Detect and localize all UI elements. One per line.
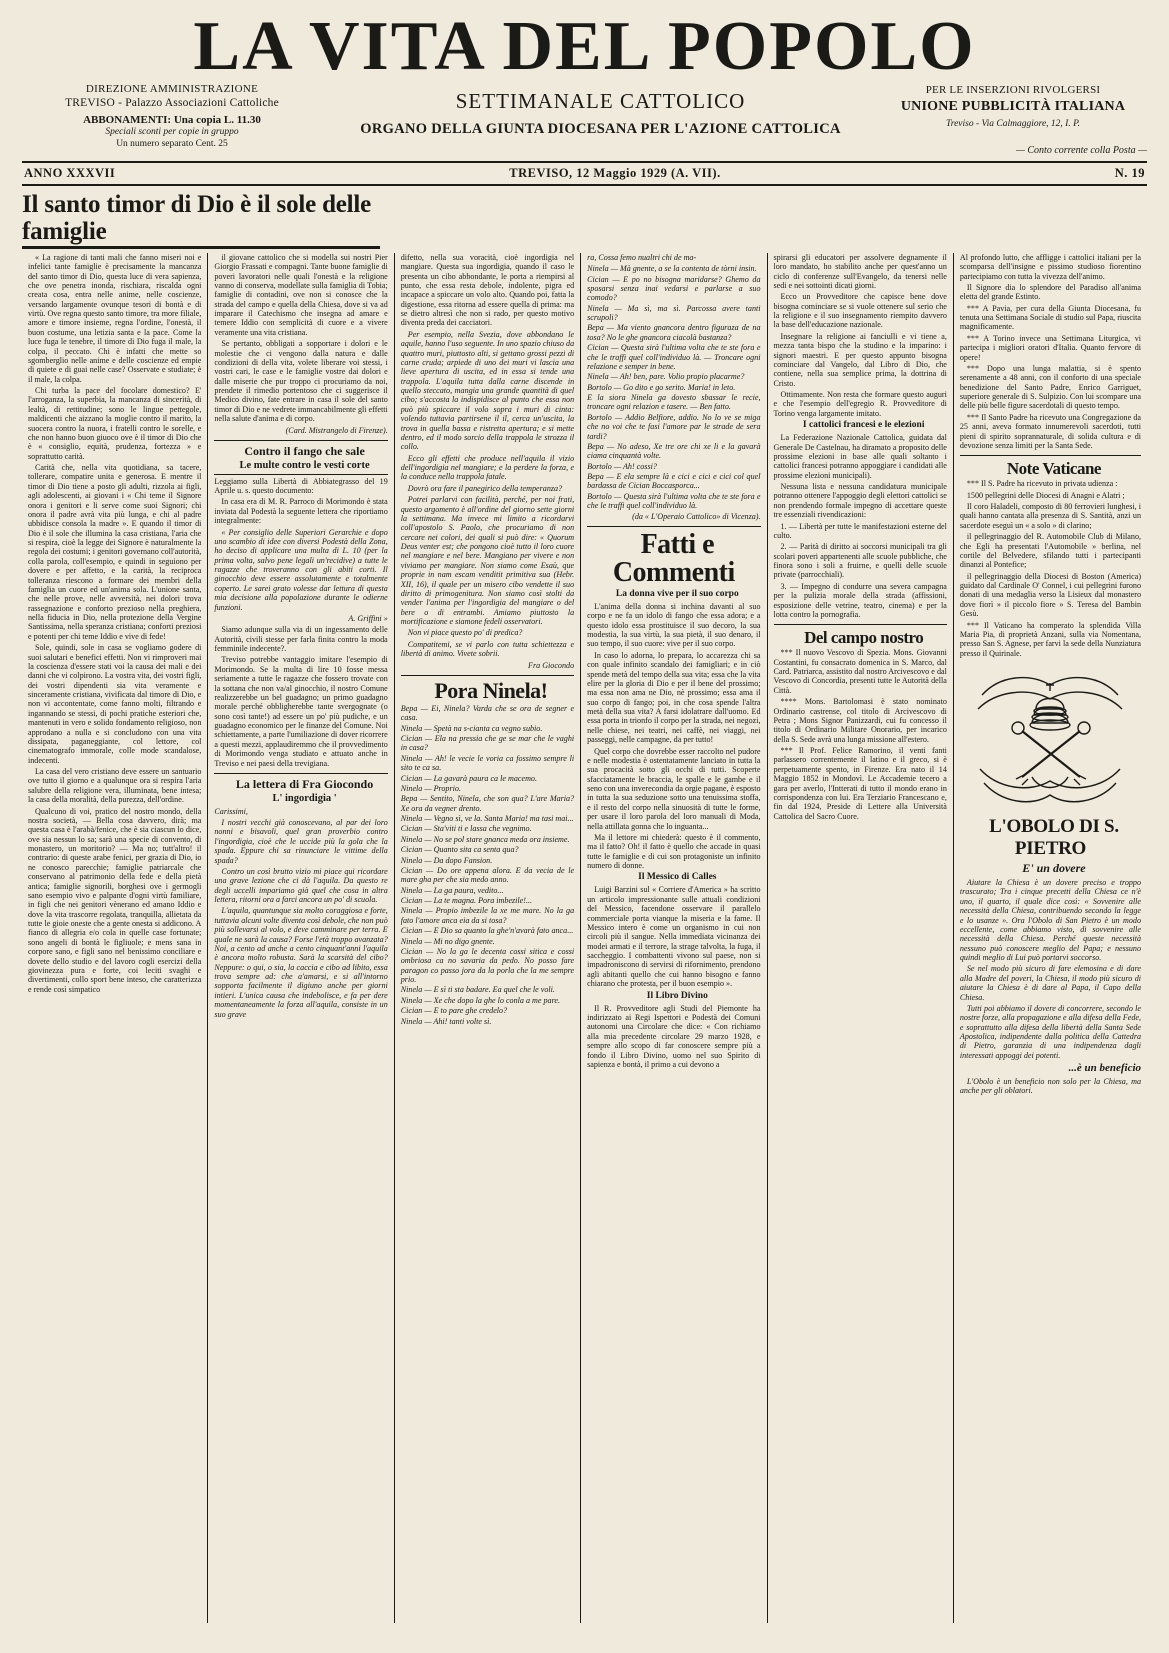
papal-emblem bbox=[960, 664, 1141, 814]
article-paragraph: 1. — Libertà per tutte le manifestazioni esterne del culto. bbox=[773, 521, 947, 540]
article-paragraph: Qualcuno di voi, pratico del nostro mondo, della nostra società, — Bella cosa davvero, dirà; ma questa casa è l'arabà/fenice, che è sia ciascun lo dice, ove sia nessun lo sa; sarà una specie di convento, di monastero, un moritorio? — Ma no; tutt'altro! il contrario: di queste arabe fenici, per grazia di Dio, io ne conosco parecchie; famiglie patriarcale che conservano al patrimonio della fede e della pietà antica; famiglie signorili, borghesi ove i germogli sano esempio vivo e palpante d'ogni virtù familiare, in figli che nei genitori vènerano ed amano Iddio e dove la vita trascorre regolata, tranquilla, allietata da tutte le gioie oneste che a gente onesta si addicono. A fianco di allegria e/o cola in quelle case fortunate; sono angeli di bontà le figliuole; e mens sana in corpore sano, e figli sano nel benissimo conciliare e dovete dello studio e del lavoro cogli esercizi della giovinezza pura e forte, coi leciti svaghi e divertimenti, collo sport bene inteso, che caratterizza e rende così simpatico bbox=[28, 806, 202, 994]
dialog-line: Ninela — La ga paura, vedito... bbox=[400, 885, 504, 895]
dialog-line: Bortolo — Questa sirà l'ultima volta che te ste fora e che le traffi quel coll'individuo là. bbox=[587, 491, 761, 511]
dialog-line: Cician — Do ore appena alora. E da vecia de le mare gha per che sia medo anno. bbox=[400, 865, 575, 885]
obolo-title: L'OBOLO DI S. PIETRO bbox=[989, 816, 1119, 860]
dialog-line: Ninela — Mà gnente, a se la contenta de tòrni insin. bbox=[587, 264, 757, 274]
obolo-subtitle: E' un dovere bbox=[1022, 861, 1086, 876]
direction-label: DIREZIONE AMMINISTRAZIONE bbox=[85, 82, 259, 95]
news-item: il pellegrinaggio della Diocesi di Boston (America) guidato dal Cardinale O' Connel, i cui pellegrini furono donati di una medaglia verso la Lisieux dal monastero dove fiorì » il piccolo fiore » S. Teresa del Bambin Gesù. bbox=[959, 571, 1142, 619]
article-paragraph: Contro un così brutto vizio mi piace qui ricordare una grave lezione che ci dà l'aquila. Da questo re degli uccelli impariamo già quel che cosa in altra lettera, ritorni ora a farci ancora un po' di scuola. bbox=[214, 866, 388, 905]
dialog-line: Cician — No la ga le decenta cossi sitica e cossi ombriosa ca no savaria da pedo. No posso fare paragon co passo jora da la porla che la me sempre prio. bbox=[400, 946, 575, 985]
dialog-line: Cician — Ela na pressia che ge se mar che le vaghi in casa? bbox=[400, 734, 575, 753]
column-6 bbox=[954, 253, 1147, 1623]
issue-year: ANNO XXXVII bbox=[24, 166, 116, 181]
ads-address-label: Treviso - Via Calmaggiore, 12, I. P. bbox=[945, 118, 1081, 129]
section-divider bbox=[214, 773, 387, 774]
article-paragraph: Ma il lettore mi chiederà: questo è il commento, ma il fatto? Oh! il fatto è quello che accade in quasi tutte le famiglie e di cui son protagoniste un infinito numero di donne. bbox=[587, 832, 761, 871]
article-paragraph: Per esempio, nella Svezia, dove abbondano le aquile, hanno l'uso seguente. In uno spazio chiuso da quattro muri, piuttosto alti, si gettano grossi pezzi di carne cruda; arpiede di uno dei muri vi lascia una lieve apertura di uscita, ed in essa si tende una trappola. L'aquila tutta dalla carne discende in quello steccato, mangia una grande quantità di quel cibo; s'accosta la indispidisce al punto che essa non può più spiccare il volo sopra i muri di cinta: volendo tuttavia partirsene il il, cerca un'uscita, la trova in quella bassa e ristretta apertura; e si mette dentro, ed il modo sorcio della trappola le strozza il collo. bbox=[400, 329, 575, 452]
letter-signature: Fra Giocondo bbox=[528, 660, 575, 670]
subscription-label: ABBONAMENTI: Una copia L. 11.30 bbox=[83, 113, 261, 126]
subsection-heading-messico: Il Messico di Calles bbox=[638, 872, 717, 883]
article-paragraph: « Per consiglio delle Superiori Gerarchie e dopo uno scambio di idee con diversi Podestà della Zona, ho deciso di applicare una multa di L. 10 (per la prima volta, salvo pene legali un'recidive) a tutte le ragazze che troveranno con gli abiti corti. Il ginocchio deve essere assolutamente e totalmente coperto. Le sarei grato volesse dar lettura di questa mia decisione alla popolazione durante le odierne funzioni. bbox=[214, 527, 388, 612]
news-item: *** Il S. Padre ha ricevuto in privata udienza : bbox=[966, 479, 1118, 489]
obolo-subheading-beneficio: ...è un beneficio bbox=[1068, 1062, 1142, 1075]
dialog-block bbox=[587, 264, 760, 510]
article-paragraph: L'anima della donna si inchina davanti al suo corpo e ne fa un idolo di fango che essa adora; e a questo idolo essa prostituisce il suo decoro, la sua modestia, la sua virtù, la sua pietà, il suo denaro, il suo tempo, il suo cuore: vive per il suo corpo. bbox=[587, 601, 761, 649]
dialog-line: Cician — La gavarà paura ca le macemo. bbox=[400, 773, 537, 783]
dialog-line: Cician — Quanto sita ca senta qua? bbox=[400, 845, 519, 855]
article-paragraph: Sole, quindi, sole in casa se vogliamo godere di suoi salutari e benefici effetti. Non vi rimproveri mai la coscienza d'essere stati voi la causa dei mali e dei danni che vi colpirono. La vostra vita, dei vostri figli, dei vostri dipendenti sia vita veramente e sinceramente cristiana, vivificata dal timore di Dio, e non vi accontentate, come fanno molti, filtrando e ingannando se stessi, di pochi pratiche esteriori che, mantenuti in vero e solido fondamento religioso, non approdano a nulla e si concludono con una vita dissipata, paganeggiante, col lettore, col cinematografo immorale, colle mode scandalose, indecenti. bbox=[28, 643, 202, 765]
article-paragraph: Treviso potrebbe vantaggio imitare l'esempio di Morimondo. Se la multa di lire 10 fosse messa seriamente a tutte le ragazze che fossero trovate con la sottana che non va/al ginocchio, il nostro Comune realizzerebbe un bel guadagno; un primo guadagno morale perché obbligherebbe tante svergognate (o sono così tante!) ad essere un po' più pudiche, e un guadagno economico per le finanze del Comune. Noi schiettamente, a parte l'umiliazione di dover ricorrere a questi mezzi, applaudiremmo che il provvedimento di Morimondo venga studiato e attuato anche in Treviso e nei paesi della trevigiana. bbox=[214, 655, 388, 768]
article-paragraph: Se pertanto, obbligati a sopportare i dolori e le molestie che ci vengono dalla natura e dalle condizioni di della vita, volete liberare voi stessi, i vostri cari, le case e le famiglie vostre dai dolori e dalle miserie che pur troppo ci procuriamo da noi, prendete il rimedio portentoso che ci suggerisce il Medico divino, fate entrare in casa il sole del santo timor di Dio e ne vedrete immancabilmente gli effetti nella salute d'anima e di corpo. bbox=[214, 339, 388, 424]
ads-label: PER LE INSERZIONI RIVOLGERSI bbox=[925, 83, 1101, 96]
article-paragraph: spirarsi gli educatori per assolvere degnamente il loro mandato, ho stabilito anche per quest'anno un ciclo di conferenze sull'Evangelo, da tenersi nelle sedi e nei sottointi dicati giorni. bbox=[773, 252, 947, 290]
dialog-line: Bortolo — Addio Belfiore, addio. No lo ve se miga che no voi che te fasi l'amore par le strade de sera tardi? bbox=[587, 412, 761, 441]
news-item: *** Il nuovo Vescovo di Spezia. Mons. Giovanni Costantini, fu consacrato domenica in S. Marco, dal Card. Patriarca, assistito dal nostro Arcivescovo e dal Vescovo di Concordia, presenti tutte le Autorità della Città. bbox=[773, 648, 947, 695]
section-divider bbox=[214, 440, 387, 441]
article-paragraph: Potrei parlarvi con facilità, perché, per noi frati, questo argomento è all'ordine del giorno sette giorni la settimana. Ma invece mi limito a ricordarvi coll'apostolo S. Paolo, che procuriamo di non cercare nei colori, dei quali si può dire: « Quorum Deus venter est; che pongono cioè tutto il loro cuore nel mangiare e nel bere. Mangiano per vivere e non viviamo per mangiare. Non siamo come Esaù, que proprie in nam escam venditit primitiva sua (Hebr. XII, 16), il quale per un misero cibo vendette il suo diritto di primogenitura. Non siamo così stolti da vender l'anima per l'ingordigia del mangiare o del bere o di entrambi. Amiamo piuttosto la mortificazione e siamone fedeli osservatori. bbox=[400, 495, 575, 627]
group-discount-label: Speciali sconti per copie in gruppo bbox=[105, 127, 239, 138]
article-paragraph: Compatitemi, se vi parlo con tutta schiettezza e libertà di animo. Vivete sobrii. bbox=[400, 639, 575, 659]
dialog-line: Bepa — E ela sempre là e cici e cici e cici col quel bardassa de Cician Boccasporca... bbox=[587, 472, 761, 491]
issue-place-date: TREVISO, 12 Maggio 1929 (A. VII). bbox=[509, 166, 721, 181]
article-signature: (Card. Mistrangelo di Firenze). bbox=[285, 425, 388, 435]
column-4 bbox=[581, 253, 767, 1623]
section-subheading-ingordigia: L' ingordigia ' bbox=[272, 793, 337, 805]
news-item: *** A Torino invece una Settimana Liturgica, vi partecipa i migliori oratori d'Italia. Quanto fervore di opere! bbox=[959, 333, 1142, 362]
dialog-line: Ninela — Xe che dopo la ghe lo conla a me pare. bbox=[400, 995, 561, 1005]
article-paragraph: il giovane cattolico che si modella sui nostri Pier Giorgio Frassati e compagni. Tante buone famiglie di poveri lavoratori nelle quali l'onestà e la religione vanno di conserva, modellate sulla famiglia di Tobia; famiglie di contadini, ove non si conosce che la strada del campo e quella della Chiesa, dove si va ad imparare il Catechismo che insegna ad amare e temere Iddio con semplicità di cuore e a vivere veramente una vita cristiana. bbox=[214, 252, 388, 337]
section-heading-fatti-e-commenti: Fatti e Commenti bbox=[612, 528, 735, 588]
issue-bar bbox=[22, 163, 1147, 186]
section-heading-pora-ninela: Pora Ninela! bbox=[434, 677, 548, 703]
section-heading-contro-il-fango: Contro il fango che sale bbox=[244, 443, 365, 458]
dialog-line: Ninela — No se pol stare gnanca meda ora insieme. bbox=[400, 834, 570, 844]
article-paragraph: Nessuna lista e nessuna candidatura municipale potranno ottenere l'appoggio degli elettori cattolici se non prendendo formale impegno di accettare queste tre essenziali rivendicazioni: bbox=[773, 482, 947, 520]
article-paragraph: Quel corpo che dovrebbe esser raccolto nel pudore e nelle modestia è ostentatamente lanciato in tutta la sua procacità sotto gli occhi di tutti. Scoperte sfacciatamente le braccia, le spalle e le gambe e il seno con una inverecondia da orgie pagane, è esposto in tutta la sua seduzione sotto una tenuissima stoffa, e il resto del corpo nella sinuosità di tutte le forme, per usare il loro parola del loro manuali di Moda, nella attillata gonna che lo inguanta... bbox=[587, 746, 761, 831]
subsection-heading-cattolici-francesi: I cattolici francesi e le elezioni bbox=[802, 420, 925, 431]
masthead-info-row bbox=[22, 83, 1147, 158]
letter-salutation: Carissimi, bbox=[214, 806, 248, 816]
crossed-keys-tiara-icon bbox=[970, 665, 1130, 813]
article-paragraph: Non vi piace questo po' di predica? bbox=[407, 628, 523, 638]
article-paragraph: I nostri vecchi già conoscevano, al par dei loro nonni e bisavoli, quel gran proverbio contro l'ingordigia, cioè che le uccide più la gola che la spada. Eppure chi sa rinunciare le vittime della spada? bbox=[214, 818, 388, 865]
section-divider bbox=[587, 526, 760, 527]
section-divider bbox=[960, 455, 1141, 456]
masthead-title: LA VITA DEL POPOLO bbox=[193, 8, 976, 85]
article-paragraph: Al profondo lutto, che affligge i cattolici italiani per la scomparsa dell'insigne e pissimo studioso fiorentino partecipiamo con tutta la vivezza dell'animo. bbox=[959, 252, 1142, 281]
article-paragraph: « La ragione di tanti mali che fanno miseri noi e infelici tante famiglie è precisamente la mancanza del santo timor di Dio, questa luce di vera sapienza, che ove penetra inonda, rischiara, riscalda ogni creata cosa, entra nelle anime, nelle coscienze, versando largamente ovunque tesori di bontà e di virtù. Ove regna questo santo timore, tra more filiale, amore e timore insieme, regna l'ordine, l'onestà, il buon costume, una letizia santa e la pace. Come la luce fuga le tenebre, il timore di Dio fuga il male, la colpa, il peccato. Chi è infatti che mette so sgomberglio nelle anime e delle coscienze ed empie di quiete e di guai nelle case? Osservate e studiate; è il male, la colpa. bbox=[28, 252, 202, 384]
single-copy-label: Un numero separato Cent. 25 bbox=[116, 139, 228, 150]
article-paragraph: Ecco gli effetti che produce nell'aquila il vizio dell'ingordigia nel mangiare; e la perdere la forza, e la conduce nella trappola fatale. bbox=[400, 453, 575, 482]
article-paragraph: La casa del vero cristiano deve essere un santuario ove tutto il giorno e a qualunque ora si respira l'aria salubre della religione vera, illuminata, bene intesa; la casa della moralità, della purezza, dell'ordine. bbox=[28, 767, 202, 805]
article-paragraph: Chi turba la pace del focolare domestico? E' l'arroganza, la superbia, la mancanza di sincerità, di lealtà, di rettitudine; sono le lingue pettegole, maldicenti che aizzano la moglie contro il marito, la suocera contro la nuora, i fratelli contro le sorelle, e che non hanno buon giuoco ove è il timor di Dio che è « consiglio, equità, prudenza, fortezza » e soprattutto carità. bbox=[28, 386, 202, 461]
section-heading-del-campo-nostro: Del campo nostro bbox=[804, 628, 924, 648]
dialog-line: Ninela — Ma sì, ma sì. Parcossa avere tanti scrupoli? bbox=[587, 303, 761, 323]
organ-label: ORGANO DELLA GIUNTA DIOCESANA PER L'AZIONE CATTOLICA bbox=[360, 120, 841, 137]
page-title: Il santo timor di Dio è il sole delle famiglie bbox=[22, 192, 380, 249]
section-subheading-multe: Le multe contro le vesti corte bbox=[214, 460, 387, 475]
dialog-line: Ninela — Da dopo Fansion. bbox=[400, 855, 493, 865]
dialog-line: E la siora Ninela ga dovesto sbassar le recie, troncare ogni relazion e tasere. — Ben fatto. bbox=[587, 393, 761, 412]
news-item: Il coro Haladeli, composto di 80 ferrovieri lunghesi, i quali hanno cantata alla presenza di S. Santità, anzi un sacerdote eseguì un « a solo » di clarino; bbox=[959, 502, 1142, 530]
article-paragraph: Tutti poi abbiamo il dovere di concorrere, secondo le nostre forze, alla propagazione e alla difesa della Fede, e soprattutto alla difesa della libertà della Santa Sede Apostolica, indipendente dalla politica della Cattedra di Pietro, garanzia di una indipendenza dagli interessati appoggi dei potenti. bbox=[959, 1003, 1142, 1060]
dialog-line: Ninela — Vegno sì, ve la. Santa Maria! ma tasi mai... bbox=[400, 814, 574, 824]
article-paragraph: Aiutare la Chiesa è un dovere preciso e troppo trascurato; Tra i cinque precetti della Chiesa ce n'è uno, il quarto, il quale dice così: « Sovvenire alle necessità della Chiesa, contribuendo secondo la legge e lo usanze ». Ora l'Obolo di San Pietro è un modo eccellente, come abbiamo visto, di sovvenire alle necessità della Chiesa. Perché queste necessità nessuno può conoscere meglio del Papa; e nessuno quindi meglio di Lui può portarvi soccorso. bbox=[959, 878, 1142, 963]
section-divider bbox=[401, 675, 574, 676]
column-2 bbox=[208, 253, 394, 1623]
dialog-line: Ninela — Mi no digo gnente. bbox=[400, 936, 495, 946]
news-item: il pellegrinaggio del R. Automobile Club di Milano, che Egli ha presentati l'Automobile » berlina, nel cortile del Belvedere, sfilando tutti i partecipanti dinanzi al Pontefice; bbox=[959, 532, 1142, 570]
article-paragraph: Dovrò ora fare il panegirico della temperanza? bbox=[407, 483, 563, 493]
article-paragraph: Il R. Provveditore agli Studi del Piemonte ha indirizzato ai Regi Ispettori e Podestà dei Comuni autonomi una Circolare che dice: « Con richiamo alla mia precedente circolare 29 marzo 1928, e sempre allo scopo di far conoscere sempre più a fondo il Libro Divino, uomo nel suo Spirito di sapienza e bontà, il primo a cui devono a bbox=[587, 1003, 761, 1069]
dialog-line: Ninela — E sì ti sta badare. Ea quel che le voli. bbox=[400, 985, 555, 995]
news-item: *** Il Vaticano ha comperato la splendida Villa Maria Pia, di proprietà Anzani, sulla via Nomentana, presso San S. Agnese, per farvi la sede della Nunziatura presso il Quirinale. bbox=[959, 620, 1142, 658]
column-3 bbox=[395, 253, 581, 1623]
weekly-label: SETTIMANALE CATTOLICO bbox=[455, 88, 746, 113]
dialog-line: Bepa — Ei, Ninela? Varda che se ora de segner e casa. bbox=[400, 703, 575, 723]
article-paragraph: Leggiamo sulla Libertà di Abbiategrasso del 19 Aprile u. s. questo documento: bbox=[214, 476, 388, 496]
dialog-line: Cician — E po no bisogna maridarse? Ghemo da sposarsi senza inai vedarsi e parlarse a suo comodo? bbox=[587, 274, 761, 303]
dialog-line: Ninela — Proprio. bbox=[400, 783, 461, 793]
article-paragraph: L'aquila, quantunque sia molto coraggiosa e forte, tuttavia alcuni volte diventa così debole, che non può più sollevarsi al volo, e deve camminare per terra. E quale ne sarà la causa? Forse l'età troppo avanzata? Noi, a cento ad anche a cento cinquant'anni l'aquila è ancora molto robusta. Sarà la scarsità del cibo? Neppure: o qui, o sia, la caccia e cibo ad libito, essa trova sempre ad: che a'amarsi, e si all'intorno sopporta facilmente il digiuno anche per giorni intieri. L'unica causa che indebolisce, e fa per dere momentaneamente la forza all'aquila, consiste in un suo grave bbox=[214, 906, 388, 1019]
article-paragraph: Luigi Barzini sul « Corriere d'America » ha scritto un articolo impressionante sulle attuali condizioni del Messico, facendone osservare il parallelo commerciale porta vianque la miseria e la fame. Il Messico intero è come un organismo in cui non circoli più il sangue. Nella immediata vicinanza dei modei armati e il terrore, la strage talvolta, la fuga, il saccheggio. I combattenti vivono sul paese, non si impadroniscono di servirsi di rifornimento, prendono agli abitanti quello che cui hanno bisogno e fanno chiarano che protesta, per il buon esempio ». bbox=[587, 885, 761, 989]
column-5 bbox=[768, 253, 954, 1623]
article-paragraph: L'Obolo è un beneficio non solo per la Chiesa, ma anche per gli oblatori. bbox=[959, 1076, 1142, 1096]
postal-account-label: — Conto corrente colla Posta — bbox=[1015, 145, 1147, 157]
dialog-line: Bepa — No adeso, Xe tre ore chi xe li e la gavarà ciama cinquantà volte. bbox=[587, 441, 761, 461]
letter-signature: A. Griffini » bbox=[348, 613, 388, 623]
masthead-left-block bbox=[22, 83, 322, 152]
dialog-line: Ninela — Spetà na s-cianta ca vegno subio. bbox=[400, 723, 543, 733]
ads-agency-label: UNIONE PUBBLICITÀ ITALIANA bbox=[900, 98, 1126, 114]
columns-container bbox=[22, 253, 1147, 1623]
dialog-line: Bortolo — Go dito e go serito. Maria! in leto. bbox=[587, 382, 736, 392]
column-1 bbox=[22, 253, 208, 1623]
article-paragraph: Insegnare la religione ai fanciulli e vi tiene a, mezza tanta bispo che la studino e la imparino: i signori maestri. E per questo appunto bisogna cominciare dal Vangelo, dal Libro di Dio, che contiene, nella sua semplice prima, la dottrina di Cristo. bbox=[773, 331, 947, 388]
article-paragraph: 2. — Parità di diritto ai soccorsi municipali tra gli scolari poveri appartenenti alle scuole pubbliche, che finora sono i soli a fruirne, e quelli delle scuole private (parrocchiali). bbox=[773, 542, 947, 580]
masthead-center-block bbox=[322, 83, 879, 138]
news-item: *** A Pavia, per cura della Giunta Diocesana, fu tenuta una Settimana Sociale di studio sul Papa, riuscita magnificamente. bbox=[959, 303, 1142, 332]
dialog-line: Cician — E to pare ghe credelo? bbox=[400, 1006, 508, 1016]
news-item: *** Il Santo Padre ha ricevuto una Congregazione da 25 anni, aveva formato innumerevoli sacerdoti, tutti pieni di spirito soprannaturale, di solida cultura e di devozione senza limiti per la Santa Sede. bbox=[959, 412, 1142, 450]
article-paragraph: In casa era di M. R. Parroco di Morimondo è stata inviata dal Podestà la seguente lettera che riportiamo integralmente: bbox=[214, 497, 388, 526]
dialog-line: Bepa — Ma viento gnancora dentro figuraza de na tosa? No le ghe gnancora ciacolà bastanza? bbox=[587, 323, 761, 342]
dialog-line: Cician — E Dio sa quanto la ghe'n'avarà fato anca... bbox=[400, 926, 574, 936]
article-paragraph: Se nel modo più sicuro di fare elemosina e di dare alla Madre del poveri, la Chiesa, il modo più sicuro di aiutare la Chiesa è di dare al Papa, il Capo della Chiesa. bbox=[959, 964, 1142, 1002]
masthead-right-block bbox=[879, 83, 1147, 158]
article-paragraph: Il Signore dia lo splendore del Paradiso all'anima eletta del grande Estinto. bbox=[959, 282, 1142, 302]
article-paragraph: Ottimamente. Non resta che formare questo auguri e che l'esempio dell'egregio R. Provveditore di Torino venga largamente imitato. bbox=[773, 390, 947, 418]
dialog-line: Cician — Questa sirà l'ultima volta che te ste fora e che le traffi quel coll'individuo là. — Troncare ogni relazione e semper in bene. bbox=[587, 343, 761, 371]
dialog-line: Cician — La te magna. Pora imbezile!... bbox=[400, 896, 533, 906]
subsection-heading-libro-divino: Il Libro Divino bbox=[646, 990, 708, 1001]
dialog-line: Ninela — Ah! ben, pare. Volio propio placarme? bbox=[587, 372, 745, 382]
article-paragraph: Ecco un Provveditore che capisce bene dove bisogna cominciare se si vuole ottenere sul serio che la religione e il suo insegnamento riempito davvero la base dell'educazione nazionale. bbox=[773, 292, 947, 330]
section-heading-note-vaticane: Note Vaticane bbox=[1006, 459, 1101, 479]
news-item: **** Mons. Bartolomasi è stato nominato Ordinario castrense, col titolo di Arcivescovo di Petra ; Mons Signor Panizzardi, cui fu concesso il titolo di Ordinario Militare Onorario, per incarico della S. Sede avrà una lunga missione all'estero. bbox=[773, 697, 947, 744]
issue-number: N. 19 bbox=[1114, 166, 1145, 181]
dialog-line: Ninela — Propio imbezile la xe me mare. No la ga fato l'amore anca eia da si tosa? bbox=[400, 906, 575, 925]
subsection-heading-donna: La donna vive per il suo corpo bbox=[615, 588, 739, 599]
article-paragraph: La Federazione Nazionale Cattolica, guidata dal Generale De Castelnau, ha diramato a proposito delle prossime elezioni in base alle quali soltanto i cattolici francesi potranno appoggiare i candidati alle prossime elezioni municipali). bbox=[773, 433, 947, 480]
dialog-line: Bortolo — Ah! cossi? bbox=[587, 461, 657, 471]
dialog-line: Cician — Sta'viti ti e lassa che vegnimo. bbox=[400, 824, 532, 834]
news-item: *** Il Prof. Felice Ramorino, il venti fanti parlassero correntemente il latino e il greco, si è perpetuamente spento, in Firenze. Era nato il 14 Maggio 1852 in Mondovì. Le Accademie tecero a gara per averlo, l'Intterati di tutto il mondo erano in corrispondenza con lui. Era Terziario Francescano e, fin dal 1924, Preside di Lettere alla Università Cattolica del Sacro Cuore. bbox=[773, 746, 947, 821]
dialog-line: ra, Cossa femo nualtri chi de ma- bbox=[587, 252, 697, 262]
dialog-block bbox=[401, 704, 574, 1026]
news-item: *** Dopo una lunga malattia, si è spento serenamente a 48 anni, con il conforto di una speciale benedizione del Santo Padre, Enrico Garriguet, superiore generale di S. Sulpizio. Con lui scompare una delle più belle figure sacerdotali di questo tempo. bbox=[959, 363, 1142, 411]
article-paragraph: difetto, nella sua voracità, cioè ingordigia nel mangiare. Questa sua ingordigia, quando il caso le presenta un cibo abbondante, le porta a riempirsi al punto, che essa resta debole, indolente, pigra ed incapace a spiccare un volo alto. Quando poi, fatta la digestione, essa ritorna ad essere quella di prima: ma se dietro altresì che non si rado, per questo motivo diventa preda dei cacciatori. bbox=[400, 252, 575, 328]
article-paragraph: 3. — Impegno di condurre una severa campagna per la pulizia morale della strada (affissioni, esposizione delle vetrine, teatro, cinema) e per la lotta contro la pornografia. bbox=[773, 581, 947, 619]
section-divider bbox=[774, 624, 947, 625]
dialog-line: Bepa — Sentito, Ninela, che son qua? L'are Maria? Xe ora da vegner drento. bbox=[400, 794, 575, 813]
section-heading-lettera-fra-giocondo: La lettera di Fra Giocondo bbox=[235, 776, 374, 791]
article-paragraph: Siamo adunque sulla via di un ingessamento delle Autorità, civili stesse per farla finita contro la moda femminile indecente?. bbox=[214, 625, 388, 654]
article-paragraph: In caso lo adorna, lo prepara, lo accarezza chi sa con quale infinito scandalo dei famigliari; e in ciò spende metà del tempo della sua vita; essa che la vita elire per la gloria di Dio e per il bene del prossimo; ma essa non ama ne Dio, nè prossimo; essa ama il suo corpo di fango; poi, in che cosa spende l'altra metà della sua vita? A farsi idolatrare dall'uomo. Ed essa porta in trionfo il corpo per la strada, nei negozi, nelle chiese, nei teatri, nei caffè, nei viaggi, nei passeggi, nelle campagne, da per tutto! bbox=[587, 650, 761, 745]
article-credit: (da « L'Operaio Cattolico» di Vicenza). bbox=[632, 511, 761, 521]
dialog-line: Ninela — Ahi! tanti volte sì. bbox=[400, 1016, 492, 1026]
article-paragraph: Carità che, nella vita quotidiana, sa tacere, tollerare, compatire unita e generosa. E mentre il timor di Dio tiene a posto gli adulti, rizzola ai figli, agli adolescenti, ai giovani i « Chi teme il Signore onora i genitori e li serve come suoi Signori; chi onora il padre avrà vita più lunga, e chi al padre ubbidisce consola la madre ». E quando il timor di Dio è il sole che illumina la casa cristiana, l'aria che si respira, cioè la legge dei Signore è naturalmente la regola dei costumi; i genitori governano coll'autorità, colla parola, coll'esempio, e quindi in seguiono per dovere e per affetto, e la carità, la reciproca tolleranza riescono a formare dei membri della famiglia un cuore ed un'anima sola. L'unione santa, che nelle prove, nelle avversità, nei dolori trova rassegnazione e conforto prezioso nella preghiera, nella fiducia in Dio, nella protezione della Vergine Santissima, nella speranza cristiana; conforti preziosi e potenti per chi teme Iddio e vive di fede! bbox=[28, 463, 202, 641]
address-label: TREVISO - Palazzo Associazioni Cattoliche bbox=[65, 97, 279, 110]
dialog-line: Ninela — Ah! le vecie le voria ca fossimo sempre li sito te ca sa. bbox=[400, 753, 575, 773]
news-item: 1500 pellegrini delle Diocesi di Anagni e Alatri ; bbox=[966, 490, 1125, 500]
